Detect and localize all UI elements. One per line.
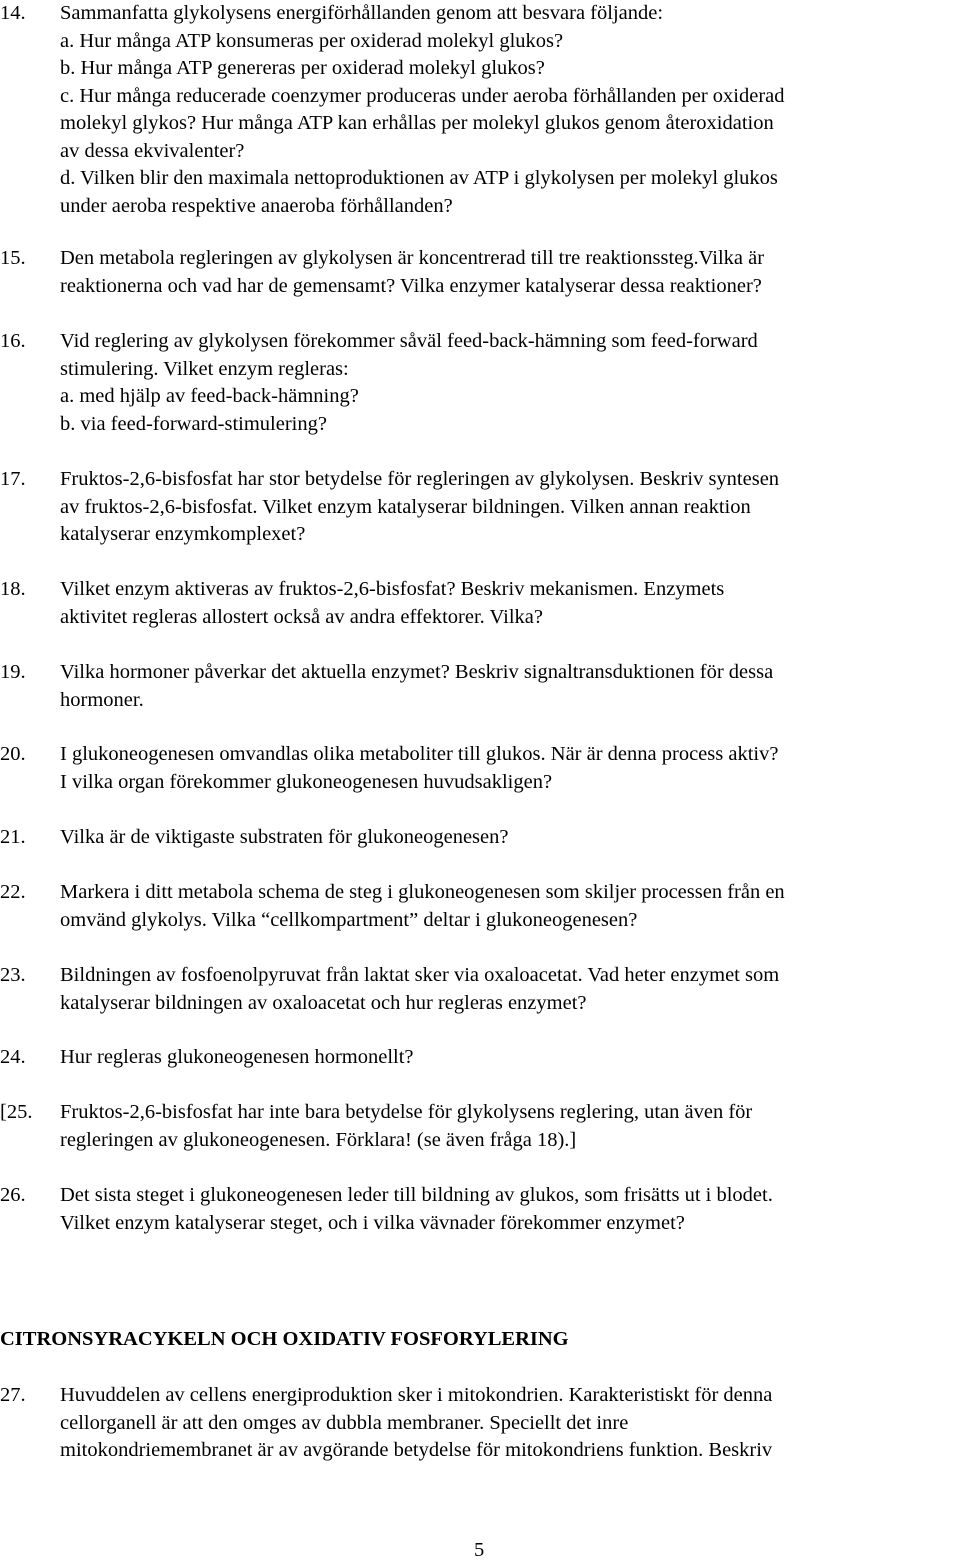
question-number: 16.	[0, 330, 26, 352]
question-number: 19.	[0, 661, 26, 683]
question-line: I glukoneogenesen omvandlas olika metaboliter till glukos. När är denna process aktiv?	[60, 743, 779, 765]
question-line: av fruktos-2,6-bisfosfat. Vilket enzym katalyserar bildningen. Vilken annan reaktion	[60, 495, 751, 518]
question-number: 20.	[0, 743, 26, 765]
question-line: regleringen av glukoneogenesen. Förklara! (se även fråga 18).]	[60, 1128, 577, 1151]
question-line: Huvuddelen av cellens energiproduktion sker i mitokondrien. Karakteristiskt för denna	[60, 1384, 773, 1406]
question-line: molekyl glykos? Hur många ATP kan erhållas per molekyl glukos genom återoxidation	[60, 112, 774, 134]
question-line: I vilka organ förekommer glukoneogenesen huvudsakligen?	[60, 770, 553, 793]
question-line: b. via feed-forward-stimulering?	[60, 412, 327, 435]
question-line: Sammanfatta glykolysens energiförhållanden genom att besvara följande:	[60, 2, 664, 24]
question-line: a. Hur många ATP konsumeras per oxiderad molekyl glukos?	[60, 29, 564, 52]
question-line: a. med hjälp av feed-back-hämning?	[60, 385, 359, 407]
question-line: reaktionerna och vad har de gemensamt? Vilka enzymer katalyserar dessa reaktioner?	[60, 274, 762, 297]
question-line: Vilka hormoner påverkar det aktuella enzymet? Beskriv signaltransduktionen för dessa	[60, 661, 774, 683]
question-line: katalyserar bildningen av oxaloacetat och hur regleras enzymet?	[60, 991, 587, 1014]
question-line: av dessa ekvivalenter?	[60, 139, 245, 162]
question-line: stimulering. Vilket enzym regleras:	[60, 357, 349, 380]
question-number: 14.	[0, 2, 26, 24]
question-line: omvänd glykolys. Vilka “cellkompartment” deltar i glukoneogenesen?	[60, 908, 638, 931]
question-number: 24.	[0, 1046, 26, 1068]
question-number: 23.	[0, 964, 26, 986]
question-number: 15.	[0, 247, 26, 269]
question-line: hormoner.	[60, 688, 144, 711]
question-line: Vid reglering av glykolysen förekommer såväl feed-back-hämning som feed-forward	[60, 330, 758, 352]
question-line: c. Hur många reducerade coenzymer produceras under aeroba förhållanden per oxiderad	[60, 84, 785, 107]
question-line: Vilket enzym aktiveras av fruktos-2,6-bisfosfat? Beskriv mekanismen. Enzymets	[60, 578, 725, 600]
question-line: mitokondriemembranet är av avgörande betydelse för mitokondriens funktion. Beskriv	[60, 1439, 773, 1461]
question-line: b. Hur många ATP genereras per oxiderad molekyl glukos?	[60, 57, 545, 79]
question-number: 27.	[0, 1384, 26, 1406]
question-line: Bildningen av fosfoenolpyruvat från laktat sker via oxaloacetat. Vad heter enzymet som	[60, 964, 780, 986]
question-line: Fruktos-2,6-bisfosfat har inte bara betydelse för glykolysens reglering, utan även för	[60, 1101, 753, 1123]
question-line: Vilket enzym katalyserar steget, och i vilka vävnader förekommer enzymet?	[60, 1211, 685, 1234]
question-number: 21.	[0, 826, 26, 848]
question-line: Vilka är de viktigaste substraten för glukoneogenesen?	[60, 826, 509, 848]
page-number: 5	[474, 1539, 485, 1561]
question-number: 26.	[0, 1184, 26, 1206]
question-number: 18.	[0, 578, 26, 600]
question-line: Den metabola regleringen av glykolysen är koncentrerad till tre reaktionssteg.Vilka är	[60, 247, 765, 269]
question-line: Fruktos-2,6-bisfosfat har stor betydelse för regleringen av glykolysen. Beskriv syntesen	[60, 468, 780, 490]
question-line: aktivitet regleras allostert också av andra effektorer. Vilka?	[60, 605, 543, 628]
question-line: Hur regleras glukoneogenesen hormonellt?	[60, 1046, 414, 1068]
question-number: [25.	[0, 1101, 33, 1123]
question-line: under aeroba respektive anaeroba förhållanden?	[60, 194, 453, 217]
section-heading: CITRONSYRACYKELN OCH OXIDATIV FOSFORYLERING	[0, 1328, 569, 1350]
question-line: katalyserar enzymkomplexet?	[60, 523, 306, 545]
question-line: cellorganell är att den omges av dubbla membraner. Speciellt det inre	[60, 1411, 629, 1434]
question-line: Det sista steget i glukoneogenesen leder till bildning av glukos, som frisätts ut i blodet.	[60, 1184, 773, 1206]
question-number: 22.	[0, 881, 26, 903]
question-number: 17.	[0, 468, 26, 490]
question-line: d. Vilken blir den maximala nettoproduktionen av ATP i glykolysen per molekyl glukos	[60, 167, 778, 189]
question-line: Markera i ditt metabola schema de steg i glukoneogenesen som skiljer processen från en	[60, 881, 785, 903]
